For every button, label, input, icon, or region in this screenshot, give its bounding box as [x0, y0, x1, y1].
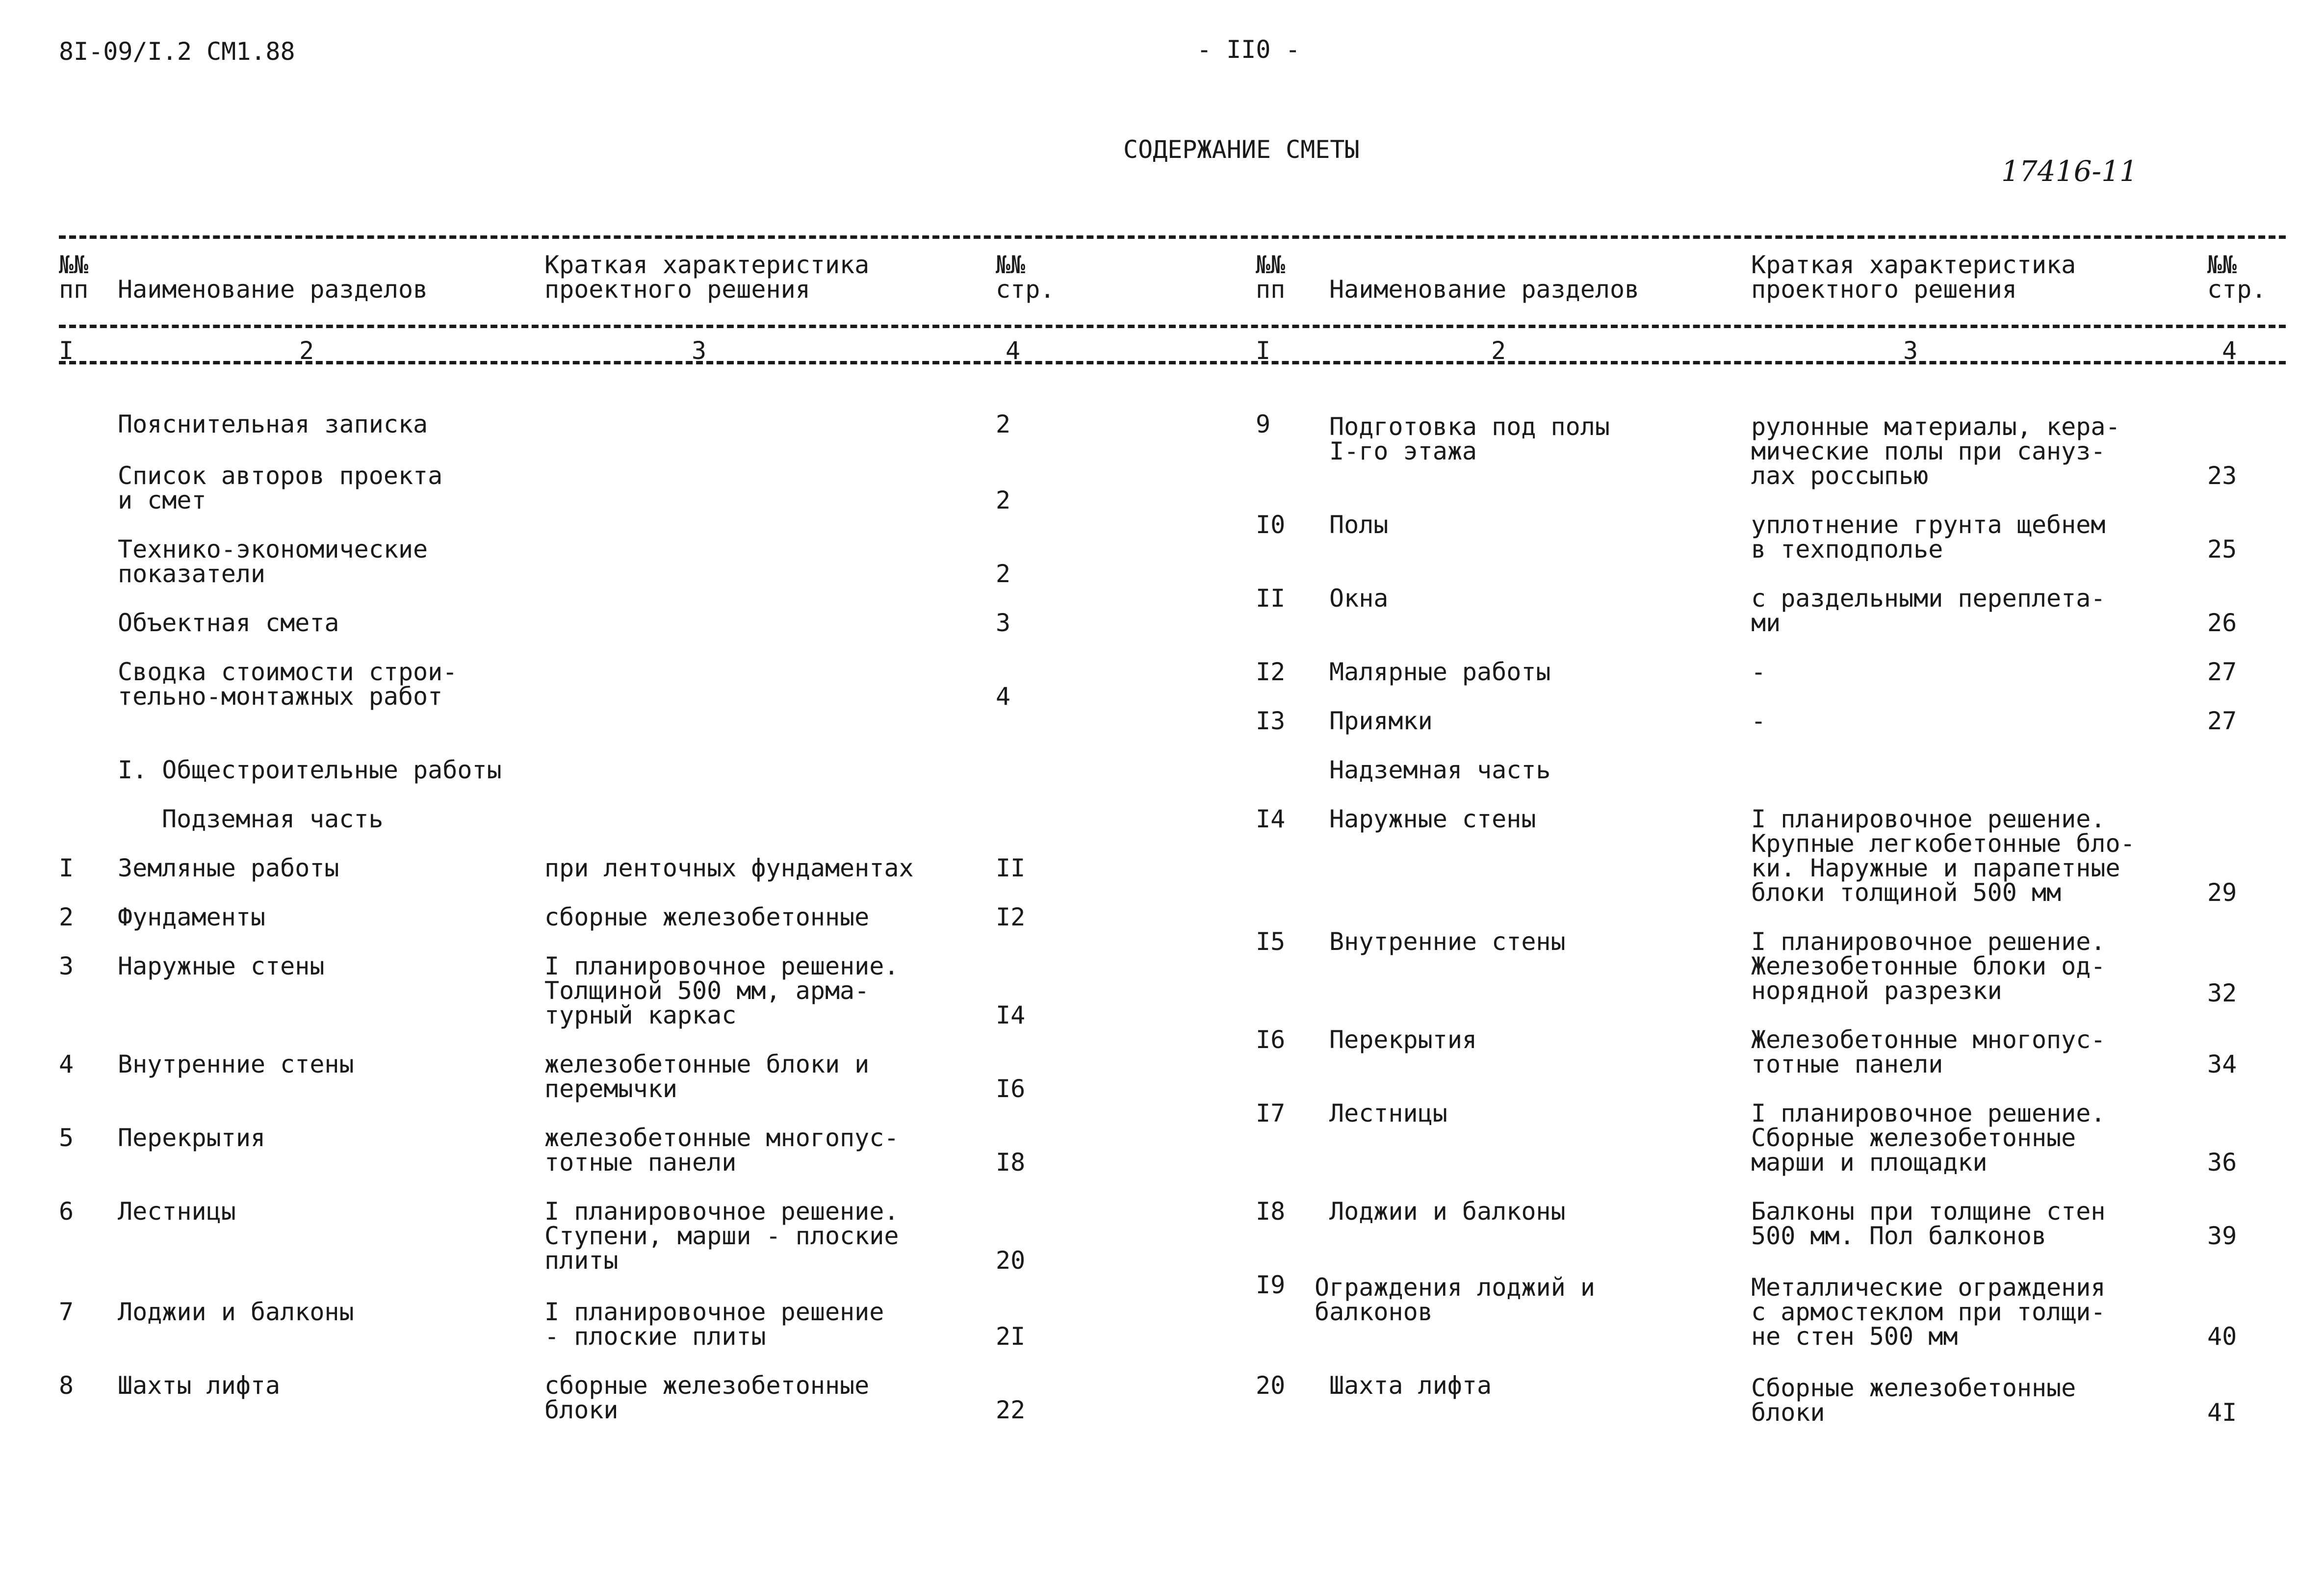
column-number-3: 3 [1903, 336, 1918, 365]
column-number-3: 3 [692, 336, 707, 365]
row-page: 4I [2207, 1398, 2237, 1427]
row-description: I планировочное решение. Железобетонные блоки од- норядной разрезки [1751, 927, 2106, 1005]
row-name: Перекрытия [118, 1124, 266, 1152]
intro-item-page: 2 [996, 560, 1011, 588]
row-name: Фундаменты [118, 903, 266, 931]
row-description: сборные железобетонные блоки [544, 1371, 870, 1424]
header-name-left: Наименование разделов [118, 275, 428, 304]
row-page: 27 [2207, 707, 2237, 735]
row-description: рулонные материалы, кера- мические полы при сануз- лах россыпью [1751, 412, 2120, 490]
row-name: Лоджии и балконы [118, 1298, 354, 1326]
header-desc-left: Краткая характеристика проектного решения [544, 251, 870, 304]
row-description: при ленточных фундаментах [544, 854, 914, 882]
row-name: Ограждения лоджий и балконов [1315, 1273, 1595, 1326]
subsection-heading: Надземная часть [1329, 756, 1551, 784]
row-number: II [1256, 584, 1286, 613]
row-name: Окна [1329, 584, 1389, 613]
row-number: I4 [1256, 805, 1286, 833]
page-title: СОДЕРЖАНИЕ СМЕТЫ [1123, 135, 1360, 164]
row-number: 4 [59, 1050, 74, 1078]
row-name: Лестницы [1329, 1099, 1447, 1128]
row-page: 29 [2207, 878, 2237, 907]
row-number: 6 [59, 1197, 74, 1226]
row-page: 20 [996, 1246, 1026, 1275]
column-number-2: 2 [1491, 336, 1506, 365]
intro-item-name: Список авторов проекта и смет [118, 461, 443, 514]
header-page-left: №№ стр. [996, 251, 1055, 304]
row-page: 23 [2207, 461, 2237, 490]
column-number-2: 2 [299, 336, 314, 365]
row-number: I8 [1256, 1197, 1286, 1226]
row-description: Сборные железобетонные блоки [1751, 1374, 2076, 1427]
row-number: 5 [59, 1124, 74, 1152]
row-description: I планировочное решение. Крупные легкобетонные бло- ки. Наружные и парапетные блоки толщиной 500 мм [1751, 805, 2135, 907]
row-name: Лоджии и балконы [1329, 1197, 1566, 1226]
row-description: I планировочное решение - плоские плиты [544, 1298, 884, 1351]
row-number: 20 [1256, 1371, 1286, 1400]
row-description: сборные железобетонные [544, 903, 870, 931]
intro-item-name: Сводка стоимости строи- тельно-монтажных работ [118, 658, 458, 711]
row-number: I9 [1256, 1271, 1286, 1299]
row-name: Внутренние стены [1329, 927, 1566, 956]
row-description: Балконы при толщине стен 500 мм. Пол балконов [1751, 1197, 2106, 1250]
row-description: железобетонные блоки и перемычки [544, 1050, 870, 1103]
row-page: II [996, 854, 1026, 882]
row-page: I8 [996, 1148, 1026, 1177]
row-page: I4 [996, 1001, 1026, 1029]
row-number: I3 [1256, 707, 1286, 735]
row-name: Наружные стены [1329, 805, 1536, 833]
column-number-1: I [59, 336, 74, 365]
row-number: I [59, 854, 74, 882]
row-name: Лестницы [118, 1197, 236, 1226]
intro-item-name: Технико-экономические показатели [118, 535, 428, 588]
row-description: уплотнение грунта щебнем в техподполье [1751, 511, 2106, 564]
intro-item-page: 3 [996, 609, 1011, 637]
subsection-heading: Подземная часть [162, 805, 384, 833]
intro-item-page: 2 [996, 410, 1011, 438]
row-number: I2 [1256, 658, 1286, 686]
row-name: Земляные работы [118, 854, 339, 882]
header-num-right: №№ пп [1256, 251, 1286, 304]
row-number: I7 [1256, 1099, 1286, 1128]
row-name: Шахта лифта [1329, 1371, 1492, 1400]
row-name: Наружные стены [118, 952, 325, 980]
row-number: I0 [1256, 511, 1286, 539]
row-description: - [1751, 707, 1766, 735]
header-name-right: Наименование разделов [1329, 275, 1640, 304]
intro-item-page: 4 [996, 682, 1011, 711]
column-number-4: 4 [1006, 336, 1021, 365]
row-page: 39 [2207, 1222, 2237, 1250]
intro-item-name: Пояснительная записка [118, 410, 428, 438]
row-description: I планировочное решение. Ступени, марши - плоские плиты [544, 1197, 899, 1275]
row-name: Шахты лифта [118, 1371, 281, 1400]
row-page: I2 [996, 903, 1026, 931]
row-name: Перекрытия [1329, 1025, 1477, 1054]
row-number: 2 [59, 903, 74, 931]
column-number-1: I [1256, 336, 1271, 365]
row-page: 27 [2207, 658, 2237, 686]
header-desc-right: Краткая характеристика проектного решения [1751, 251, 2076, 304]
row-page: 32 [2207, 979, 2237, 1007]
row-page: 34 [2207, 1050, 2237, 1078]
row-name: Приямки [1329, 707, 1433, 735]
table-top-rule [59, 235, 2286, 239]
row-page: 26 [2207, 609, 2237, 637]
handwritten-id: 17416-11 [2001, 154, 2138, 188]
row-page: I6 [996, 1075, 1026, 1103]
intro-item-name: Объектная смета [118, 609, 339, 637]
row-description: с раздельными переплета- ми [1751, 584, 2106, 637]
row-page: 2I [996, 1322, 1026, 1351]
row-name: Полы [1329, 511, 1389, 539]
row-number: 9 [1256, 410, 1271, 438]
column-number-rule [59, 361, 2286, 364]
row-number: 8 [59, 1371, 74, 1400]
section-heading: I. Общестроительные работы [118, 756, 502, 784]
row-description: Металлические ограждения с армостеклом при толщи- не стен 500 мм [1751, 1273, 2106, 1351]
row-description: I планировочное решение. Сборные железобетонные марши и площадки [1751, 1099, 2106, 1177]
page-number: - II0 - [1197, 35, 1300, 64]
document-code: 8I-09/I.2 СМ1.88 [59, 37, 295, 66]
row-page: 25 [2207, 535, 2237, 564]
row-page: 40 [2207, 1322, 2237, 1351]
row-number: I6 [1256, 1025, 1286, 1054]
row-name: Внутренние стены [118, 1050, 354, 1078]
row-description: Железобетонные многопус- тотные панели [1751, 1025, 2106, 1078]
row-description: железобетонные многопус- тотные панели [544, 1124, 899, 1177]
row-description: I планировочное решение. Толщиной 500 мм, арма- турный каркас [544, 952, 899, 1029]
row-page: 36 [2207, 1148, 2237, 1177]
intro-item-page: 2 [996, 486, 1011, 514]
row-page: 22 [996, 1396, 1026, 1424]
row-number: I5 [1256, 927, 1286, 956]
row-name: Малярные работы [1329, 658, 1551, 686]
row-description: - [1751, 658, 1766, 686]
row-name: Подготовка под полы I-го этажа [1329, 412, 1610, 465]
column-number-4: 4 [2222, 336, 2237, 365]
row-number: 7 [59, 1298, 74, 1326]
header-num-left: №№ пп [59, 251, 89, 304]
header-bottom-rule [59, 325, 2286, 328]
header-page-right: №№ стр. [2207, 251, 2267, 304]
row-number: 3 [59, 952, 74, 980]
